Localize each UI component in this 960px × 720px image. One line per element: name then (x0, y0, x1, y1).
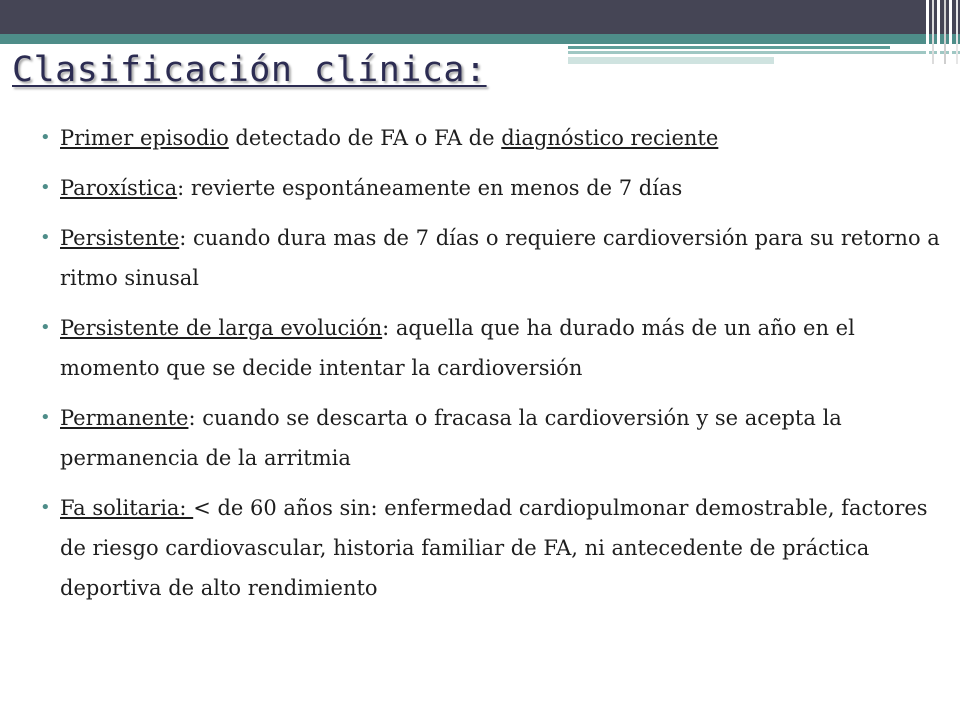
header-rule (568, 57, 774, 64)
header-band-dark (0, 0, 960, 34)
bullet-item-fa-solitaria (40, 488, 940, 608)
bullet-list (40, 118, 940, 618)
bullet-dot-icon: • (40, 407, 51, 428)
bullet-item-primer-episodio (40, 118, 940, 158)
header-band-teal (0, 34, 960, 44)
header-rule (568, 46, 890, 49)
bullet-item-permanente (40, 398, 940, 478)
bullet-text: : cuando se descarta o fracasa la cardioversión y se acepta la permanencia de la arritmia (60, 406, 842, 470)
bullet-text: : revierte espontáneamente en menos de 7 días (177, 176, 683, 200)
bullet-term: Paroxística (60, 176, 178, 200)
bullet-dot-icon: • (40, 177, 51, 198)
bullet-item-persistente (40, 218, 940, 298)
bullet-text: < de 60 años sin: enfermedad cardiopulmonar demostrable, factores de riesgo cardiovascular, historia familiar de FA, ni antecedente de práctica deportiva de alto rendimiento (60, 496, 928, 600)
bullet-term: Persistente de larga evolución (60, 316, 383, 340)
header-rule (568, 51, 960, 54)
bullet-text: detectado de FA o FA de (228, 126, 502, 150)
bullet-dot-icon: • (40, 127, 51, 148)
bullet-term: Persistente (60, 226, 180, 250)
bullet-item-paroxistica (40, 168, 940, 208)
bullet-term: Primer episodio (60, 126, 229, 150)
bullet-text: : cuando dura mas de 7 días o requiere cardioversión para su retorno a ritmo sinusal (60, 226, 940, 290)
corner-stripes (926, 0, 960, 64)
bullet-term-secondary: diagnóstico reciente (501, 126, 719, 150)
slide-title: Clasificación clínica: (12, 50, 487, 90)
bullet-dot-icon: • (40, 227, 51, 248)
bullet-term: Fa solitaria: (60, 496, 194, 520)
bullet-dot-icon: • (40, 317, 51, 338)
bullet-dot-icon: • (40, 497, 51, 518)
bullet-item-persistente-larga (40, 308, 940, 388)
bullet-text: : aquella que ha durado más de un año en el momento que se decide intentar la cardioversión (60, 316, 855, 380)
bullet-term: Permanente (60, 406, 189, 430)
